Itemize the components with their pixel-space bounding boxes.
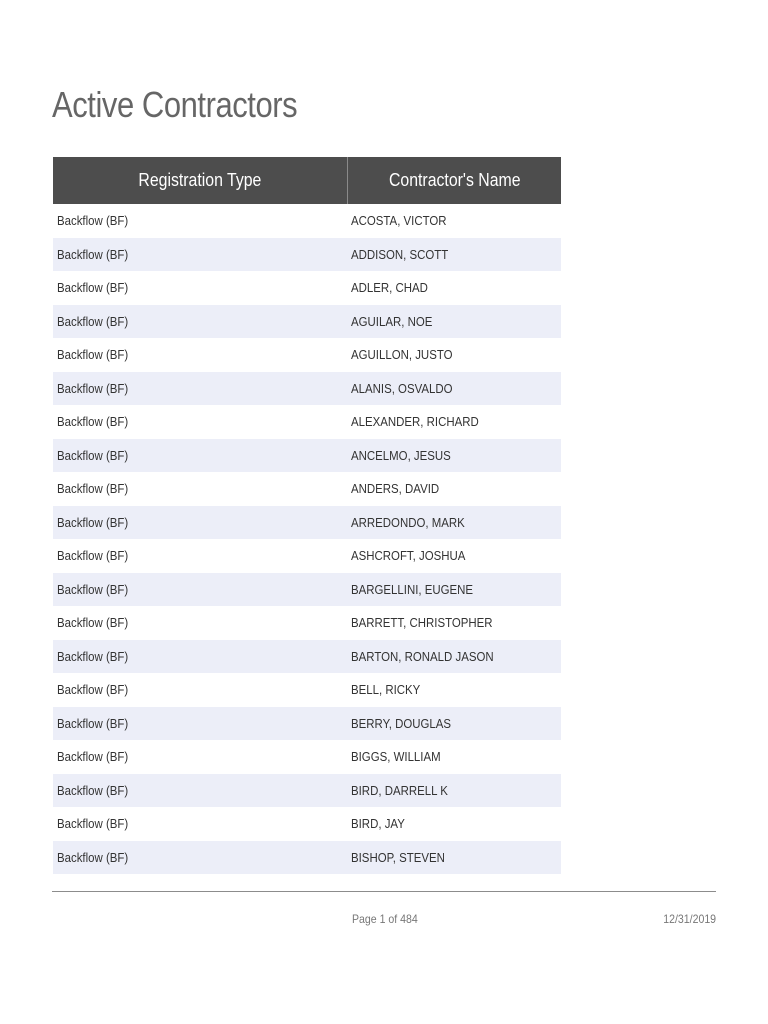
contractor-name-cell: BIRD, DARRELL K bbox=[347, 774, 561, 808]
registration-type-cell: Backflow (BF) bbox=[57, 280, 129, 296]
column-header-contractor-name: Contractor's Name bbox=[347, 157, 561, 204]
table-row bbox=[53, 238, 561, 272]
registration-type-cell: Backflow (BF) bbox=[57, 347, 129, 363]
table-header-row bbox=[53, 157, 561, 204]
registration-type-cell: Backflow (BF) bbox=[53, 372, 347, 406]
table-row bbox=[53, 405, 561, 439]
footer-divider bbox=[52, 891, 716, 892]
table-row bbox=[53, 640, 561, 674]
contractor-name-cell: ANCELMO, JESUS bbox=[347, 439, 561, 473]
contractor-name-cell: BISHOP, STEVEN bbox=[347, 841, 561, 875]
contractor-name-cell: AGUILLON, JUSTO bbox=[351, 347, 453, 363]
registration-type-cell: Backflow (BF) bbox=[53, 573, 347, 607]
contractor-name-cell: ARREDONDO, MARK bbox=[347, 506, 561, 540]
contractor-name-cell: BIGGS, WILLIAM bbox=[351, 749, 441, 765]
contractor-name-cell: ACOSTA, VICTOR bbox=[351, 213, 447, 229]
contractor-name-cell: BARTON, RONALD JASON bbox=[347, 640, 561, 674]
report-date: 12/31/2019 bbox=[663, 912, 716, 926]
registration-type-cell: Backflow (BF) bbox=[57, 481, 129, 497]
table-body bbox=[53, 204, 561, 874]
contractor-name-cell: ALEXANDER, RICHARD bbox=[351, 414, 479, 430]
table-row bbox=[53, 740, 561, 774]
table-row bbox=[53, 204, 561, 238]
table-row bbox=[53, 305, 561, 339]
table-row bbox=[53, 472, 561, 506]
table-row bbox=[53, 573, 561, 607]
contractor-name-cell: ADLER, CHAD bbox=[351, 280, 428, 296]
table-row bbox=[53, 841, 561, 875]
contractor-name-cell: AGUILAR, NOE bbox=[347, 305, 561, 339]
table-row bbox=[53, 338, 561, 372]
registration-type-cell: Backflow (BF) bbox=[53, 238, 347, 272]
registration-type-cell: Backflow (BF) bbox=[53, 707, 347, 741]
registration-type-cell: Backflow (BF) bbox=[57, 213, 129, 229]
registration-type-cell: Backflow (BF) bbox=[53, 640, 347, 674]
registration-type-cell: Backflow (BF) bbox=[53, 841, 347, 875]
registration-type-cell: Backflow (BF) bbox=[53, 506, 347, 540]
registration-type-cell: Backflow (BF) bbox=[57, 548, 129, 564]
table-row bbox=[53, 271, 561, 305]
contractor-name-cell: ASHCROFT, JOSHUA bbox=[351, 548, 466, 564]
registration-type-cell: Backflow (BF) bbox=[53, 439, 347, 473]
page-title: Active Contractors bbox=[52, 84, 298, 125]
registration-type-cell: Backflow (BF) bbox=[57, 414, 129, 430]
table-row bbox=[53, 439, 561, 473]
contractor-name-cell: BARGELLINI, EUGENE bbox=[347, 573, 561, 607]
contractor-name-cell: BIRD, JAY bbox=[351, 816, 405, 832]
contractor-name-cell: BERRY, DOUGLAS bbox=[347, 707, 561, 741]
column-header-registration-type: Registration Type bbox=[53, 157, 347, 204]
contractor-name-cell: BELL, RICKY bbox=[351, 682, 421, 698]
table-row bbox=[53, 774, 561, 808]
table-row bbox=[53, 372, 561, 406]
registration-type-cell: Backflow (BF) bbox=[57, 615, 129, 631]
table-row bbox=[53, 707, 561, 741]
contractor-name-cell: ALANIS, OSVALDO bbox=[347, 372, 561, 406]
table-row bbox=[53, 539, 561, 573]
contractor-name-cell: ANDERS, DAVID bbox=[351, 481, 440, 497]
table-row bbox=[53, 673, 561, 707]
table-row bbox=[53, 506, 561, 540]
registration-type-cell: Backflow (BF) bbox=[53, 774, 347, 808]
contractors-table bbox=[53, 157, 561, 874]
table-row bbox=[53, 807, 561, 841]
registration-type-cell: Backflow (BF) bbox=[53, 305, 347, 339]
page-number: Page 1 of 484 bbox=[352, 912, 418, 926]
registration-type-cell: Backflow (BF) bbox=[57, 749, 129, 765]
contractor-name-cell: BARRETT, CHRISTOPHER bbox=[351, 615, 493, 631]
registration-type-cell: Backflow (BF) bbox=[57, 682, 129, 698]
contractor-name-cell: ADDISON, SCOTT bbox=[347, 238, 561, 272]
table-row bbox=[53, 606, 561, 640]
registration-type-cell: Backflow (BF) bbox=[57, 816, 129, 832]
